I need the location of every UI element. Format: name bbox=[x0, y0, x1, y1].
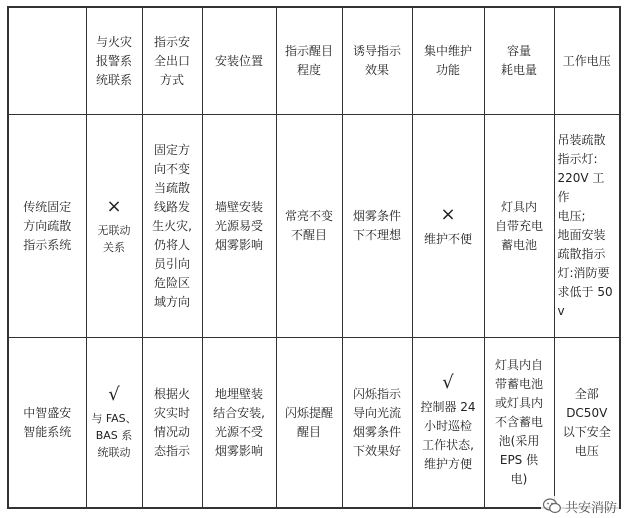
guide-effect-cell: 烟雾条件 下不理想 bbox=[342, 115, 412, 338]
capacity-cell: 灯具内自 带蓄电池 或灯具内 不含蓄电 池(采用 EPS 供 电) bbox=[484, 338, 554, 509]
cross-mark: × bbox=[440, 203, 456, 225]
alarm-link-cell: √ 与 FAS、 BAS 系 统联动 bbox=[86, 338, 142, 509]
cross-mark: × bbox=[106, 195, 122, 217]
watermark-text: 共安消防 bbox=[564, 500, 617, 516]
exit-mode-cell: 根据火 灾实时 情况动 态指示 bbox=[142, 338, 202, 509]
comparison-table bbox=[7, 6, 621, 509]
header-row bbox=[8, 7, 620, 115]
row-name: 传统固定 方向疏散 指示系统 bbox=[8, 115, 86, 338]
header-maintenance: 集中维护 功能 bbox=[412, 7, 484, 115]
header-alarm-link: 与火灾 报警系 统联系 bbox=[86, 7, 142, 115]
install-cell: 墙壁安装 光源易受 烟雾影响 bbox=[202, 115, 276, 338]
header-exit-mode: 指示安 全出口 方式 bbox=[142, 7, 202, 115]
header-visibility: 指示醒目 程度 bbox=[276, 7, 342, 115]
header-guide-effect: 诱导指示 效果 bbox=[342, 7, 412, 115]
maintenance-cell: × 维护不便 bbox=[412, 115, 484, 338]
exit-mode-cell: 固定方 向不变 当疏散 线路发 生火灾, 仍将人 员引向 危险区 域方向 bbox=[142, 115, 202, 338]
capacity-cell: 灯具内 自带充电 蓄电池 bbox=[484, 115, 554, 338]
header-install: 安装位置 bbox=[202, 7, 276, 115]
guide-effect-cell: 闪烁指示 导向光流 烟雾条件 下效果好 bbox=[342, 338, 412, 509]
alarm-link-cell: × 无联动 关系 bbox=[86, 115, 142, 338]
visibility-cell: 闪烁提醒 醒目 bbox=[276, 338, 342, 509]
voltage-cell: 吊装疏散 指示灯: 220V 工作 电压; 地面安装 疏散指示 灯:消防要 求低于 50v bbox=[554, 115, 620, 338]
check-mark: √ bbox=[442, 371, 454, 393]
table-row bbox=[8, 115, 620, 338]
check-mark: √ bbox=[108, 383, 120, 405]
header-blank bbox=[8, 7, 86, 115]
watermark bbox=[541, 496, 619, 516]
header-voltage: 工作电压 bbox=[554, 7, 620, 115]
visibility-cell: 常亮不变 不醒目 bbox=[276, 115, 342, 338]
table-row bbox=[8, 338, 620, 509]
maintenance-cell: √ 控制器 24 小时巡检 工作状态, 维护方便 bbox=[412, 338, 484, 509]
install-cell: 地埋壁装 结合安装, 光源不受 烟雾影响 bbox=[202, 338, 276, 509]
header-capacity: 容量 耗电量 bbox=[484, 7, 554, 115]
voltage-cell: 全部 DC50V 以下安全 电压 bbox=[554, 338, 620, 509]
wechat-icon bbox=[543, 498, 561, 514]
row-name: 中智盛安 智能系统 bbox=[8, 338, 86, 509]
